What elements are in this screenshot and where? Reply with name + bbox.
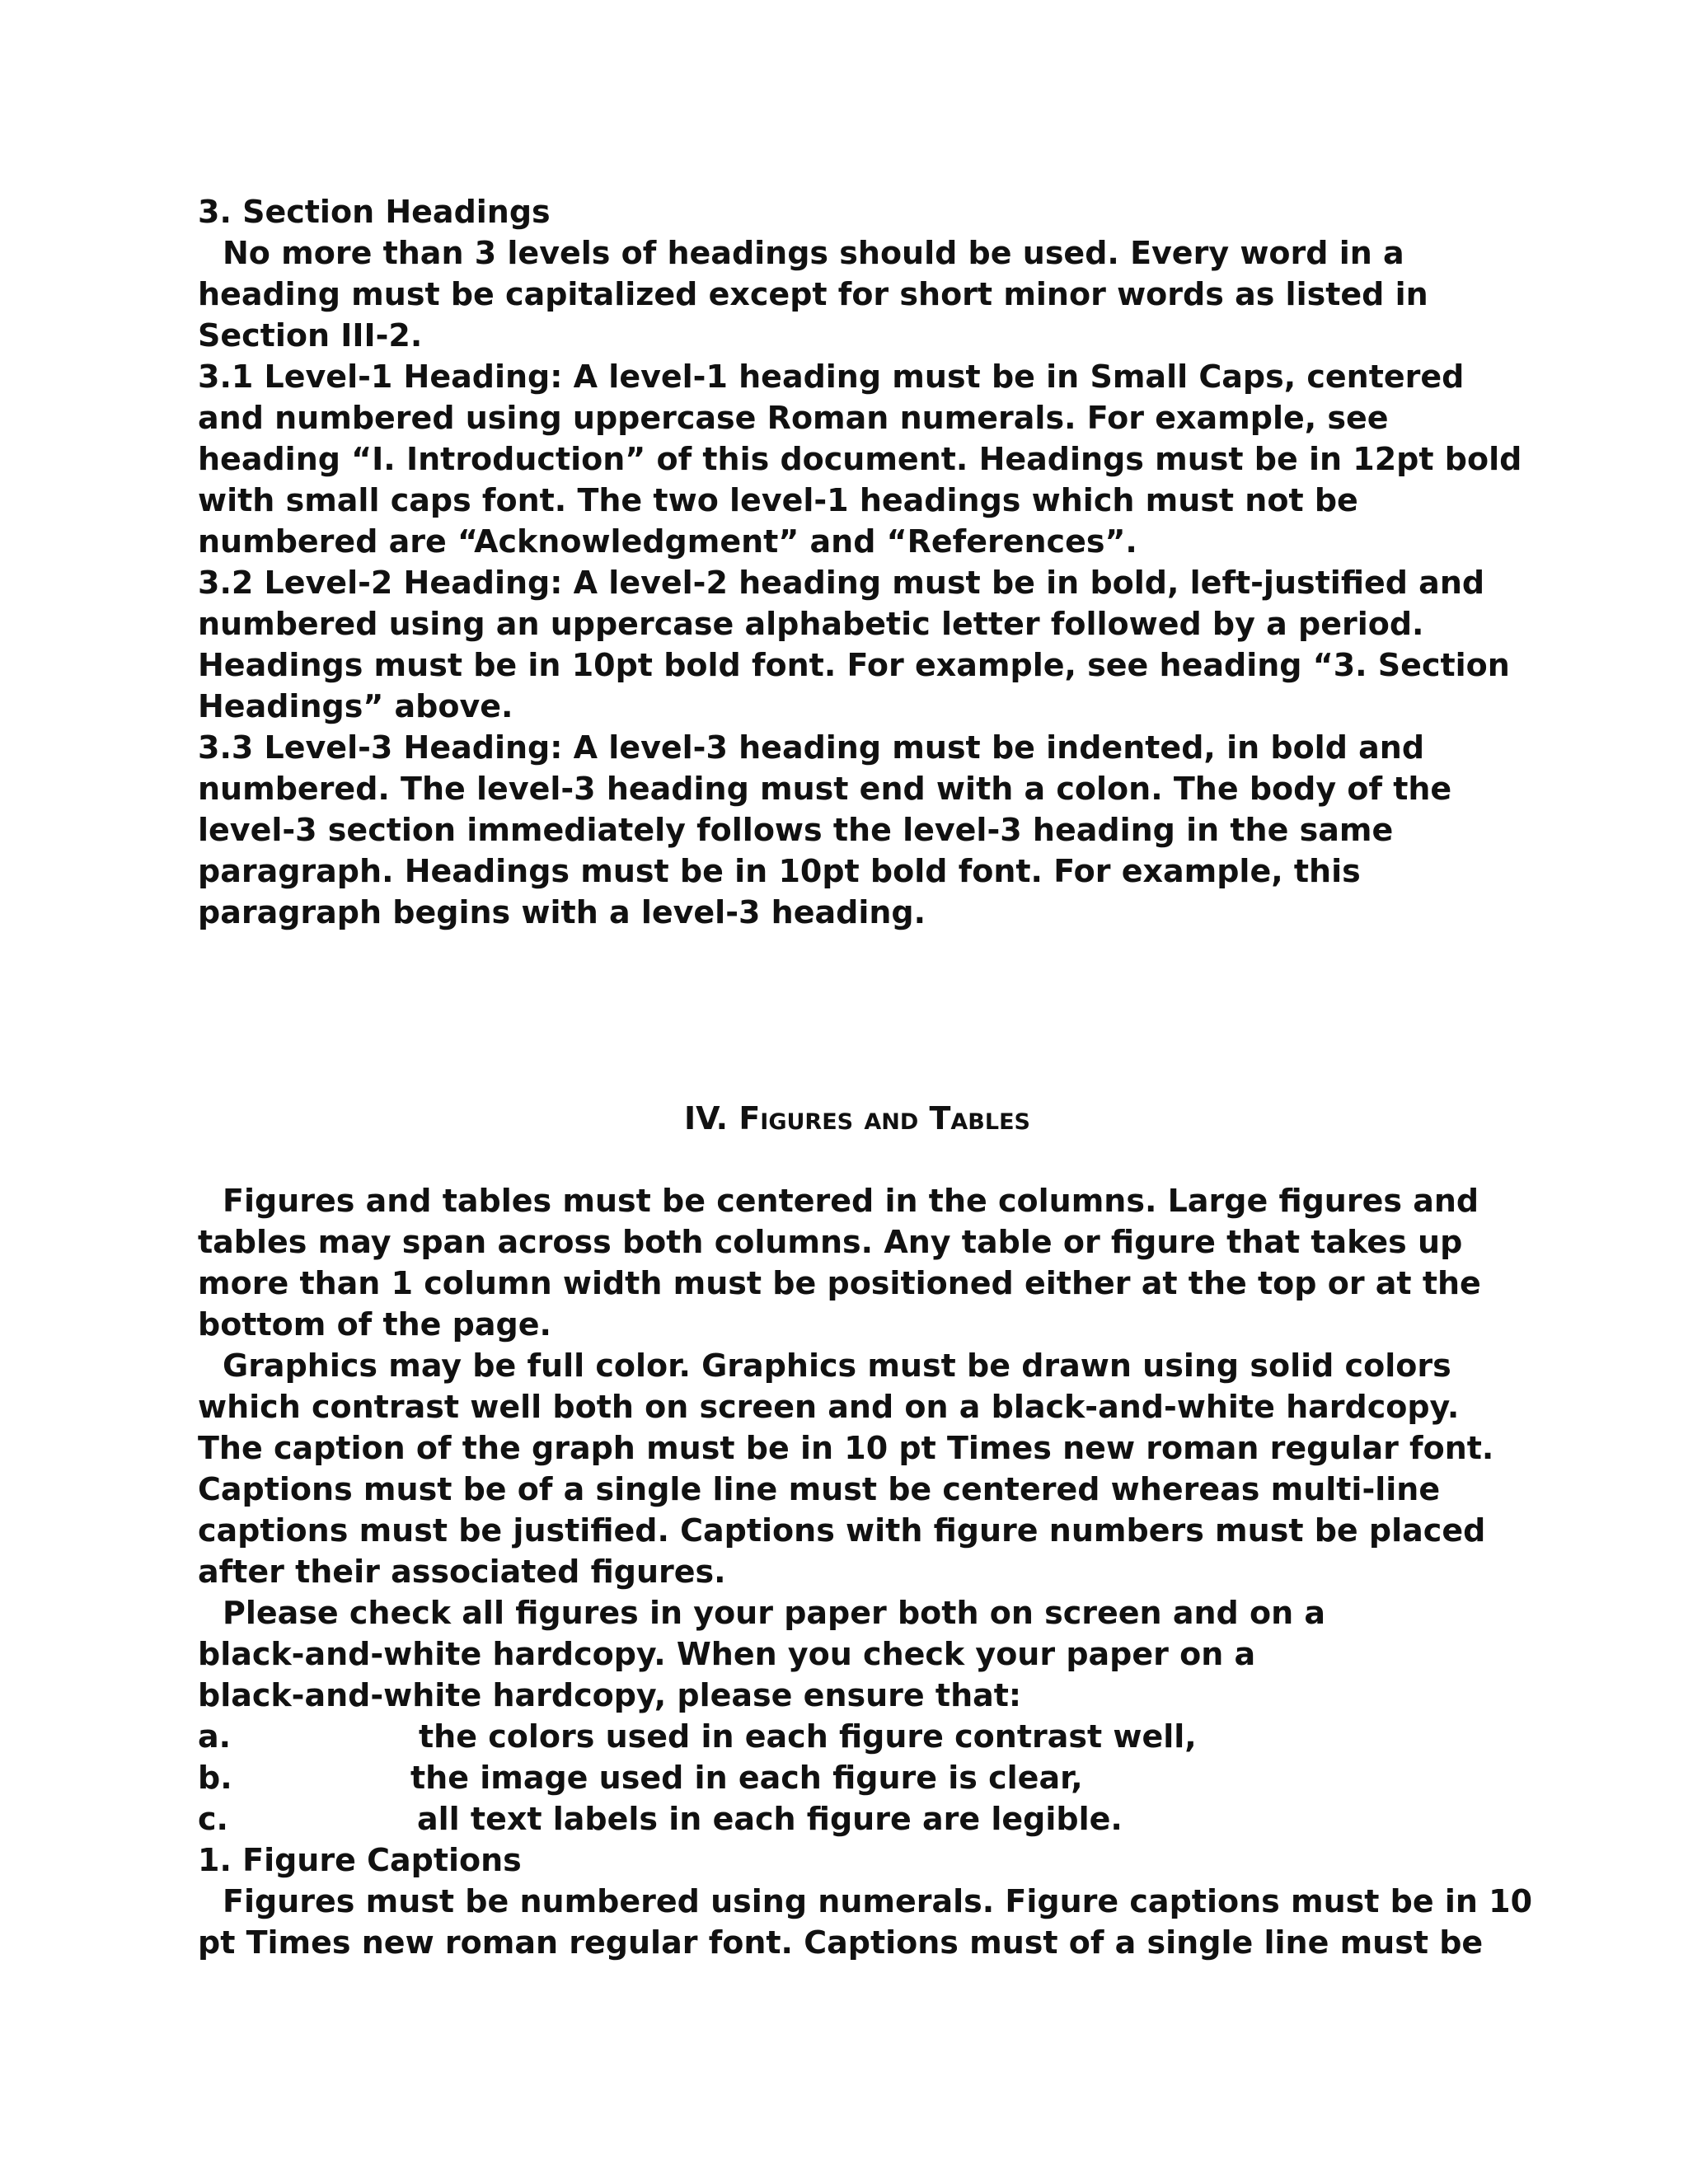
vertical-spacer <box>198 933 1517 1098</box>
paragraph-line: after their associated figures. <box>198 1554 726 1590</box>
paragraph-line: 3.3 Level-3 Heading: A level-3 heading must be indented, in bold and <box>198 729 1425 766</box>
paragraph-line: Figures and tables must be centered in the columns. Large figures and <box>223 1183 1479 1219</box>
paragraph-line: 3.2 Level-2 Heading: A level-2 heading must be in bold, left-justified and <box>198 565 1485 601</box>
list-item <box>198 1757 1517 1798</box>
list-marker: c. <box>198 1801 228 1837</box>
paragraph-line: more than 1 column width must be positioned either at the top or at the <box>198 1265 1481 1301</box>
paragraph-line: Captions must be of a single line must be centered whereas multi-line <box>198 1471 1441 1507</box>
paragraph-line: The caption of the graph must be in 10 pt Times new roman regular font. <box>198 1430 1494 1466</box>
figures-tables-block <box>198 1180 1517 1716</box>
paragraph-line: heading must be capitalized except for short minor words as listed in <box>198 276 1428 312</box>
list-item-text: the image used in each figure is clear, <box>410 1760 1083 1796</box>
list-item-text: the colors used in each figure contrast well, <box>419 1718 1197 1755</box>
figure-captions-block <box>198 1840 1533 1963</box>
paragraph-line: numbered. The level-3 heading must end with a colon. The body of the <box>198 771 1452 807</box>
list-item <box>198 1716 1517 1757</box>
paragraph-line: tables may span across both columns. Any table or figure that takes up <box>198 1224 1463 1260</box>
paragraph-line: which contrast well both on screen and on a black-and-white hardcopy. <box>198 1389 1460 1425</box>
paragraph-line: paragraph begins with a level-3 heading. <box>198 894 926 930</box>
paragraph-line: level-3 section immediately follows the level-3 heading in the same <box>198 812 1394 848</box>
section-headings-block <box>198 191 1522 933</box>
paragraph-line: black-and-white hardcopy, please ensure that: <box>198 1677 1022 1713</box>
paragraph-line: Headings must be in 10pt bold font. For example, see heading “3. Section <box>198 647 1510 683</box>
paragraph-line: bottom of the page. <box>198 1306 551 1343</box>
paragraph-line: paragraph. Headings must be in 10pt bold font. For example, this <box>198 853 1361 889</box>
list-marker: a. <box>198 1718 232 1755</box>
paragraph-line: heading “I. Introduction” of this document. Headings must be in 12pt bold <box>198 441 1522 477</box>
list-item-text: all text labels in each figure are legible. <box>417 1801 1123 1837</box>
list-marker: b. <box>198 1760 232 1796</box>
checklist <box>198 1716 1517 1840</box>
paragraph-line: and numbered using uppercase Roman numerals. For example, see <box>198 400 1389 436</box>
subsection-heading: 1. Figure Captions <box>198 1842 522 1878</box>
section-title: IV. Figures and Tables <box>684 1100 1030 1137</box>
paragraph-line: pt Times new roman regular font. Captions must of a single line must be <box>198 1924 1484 1961</box>
paragraph-line: Section III-2. <box>198 317 423 354</box>
vertical-spacer <box>198 1139 1517 1180</box>
paragraph-line: Headings” above. <box>198 688 513 724</box>
document-page <box>198 191 1533 1963</box>
paragraph-line: 3.1 Level-1 Heading: A level-1 heading must be in Small Caps, centered <box>198 359 1465 395</box>
paragraph-line: Please check all figures in your paper both on screen and on a <box>223 1595 1325 1631</box>
paragraph-line: Figures must be numbered using numerals. Figure captions must be in 10 <box>223 1883 1533 1919</box>
paragraph-line: Graphics may be full color. Graphics must be drawn using solid colors <box>223 1347 1451 1384</box>
paragraph-line: black-and-white hardcopy. When you check your paper on a <box>198 1636 1256 1672</box>
list-item <box>198 1798 1517 1840</box>
subsection-heading: 3. Section Headings <box>198 194 551 230</box>
paragraph-line: with small caps font. The two level-1 headings which must not be <box>198 482 1358 518</box>
paragraph-line: numbered are “Acknowledgment” and “References”. <box>198 523 1137 560</box>
paragraph-line: No more than 3 levels of headings should be used. Every word in a <box>223 235 1404 271</box>
paragraph-line: numbered using an uppercase alphabetic letter followed by a period. <box>198 606 1424 642</box>
paragraph-line: captions must be justified. Captions with figure numbers must be placed <box>198 1512 1486 1549</box>
